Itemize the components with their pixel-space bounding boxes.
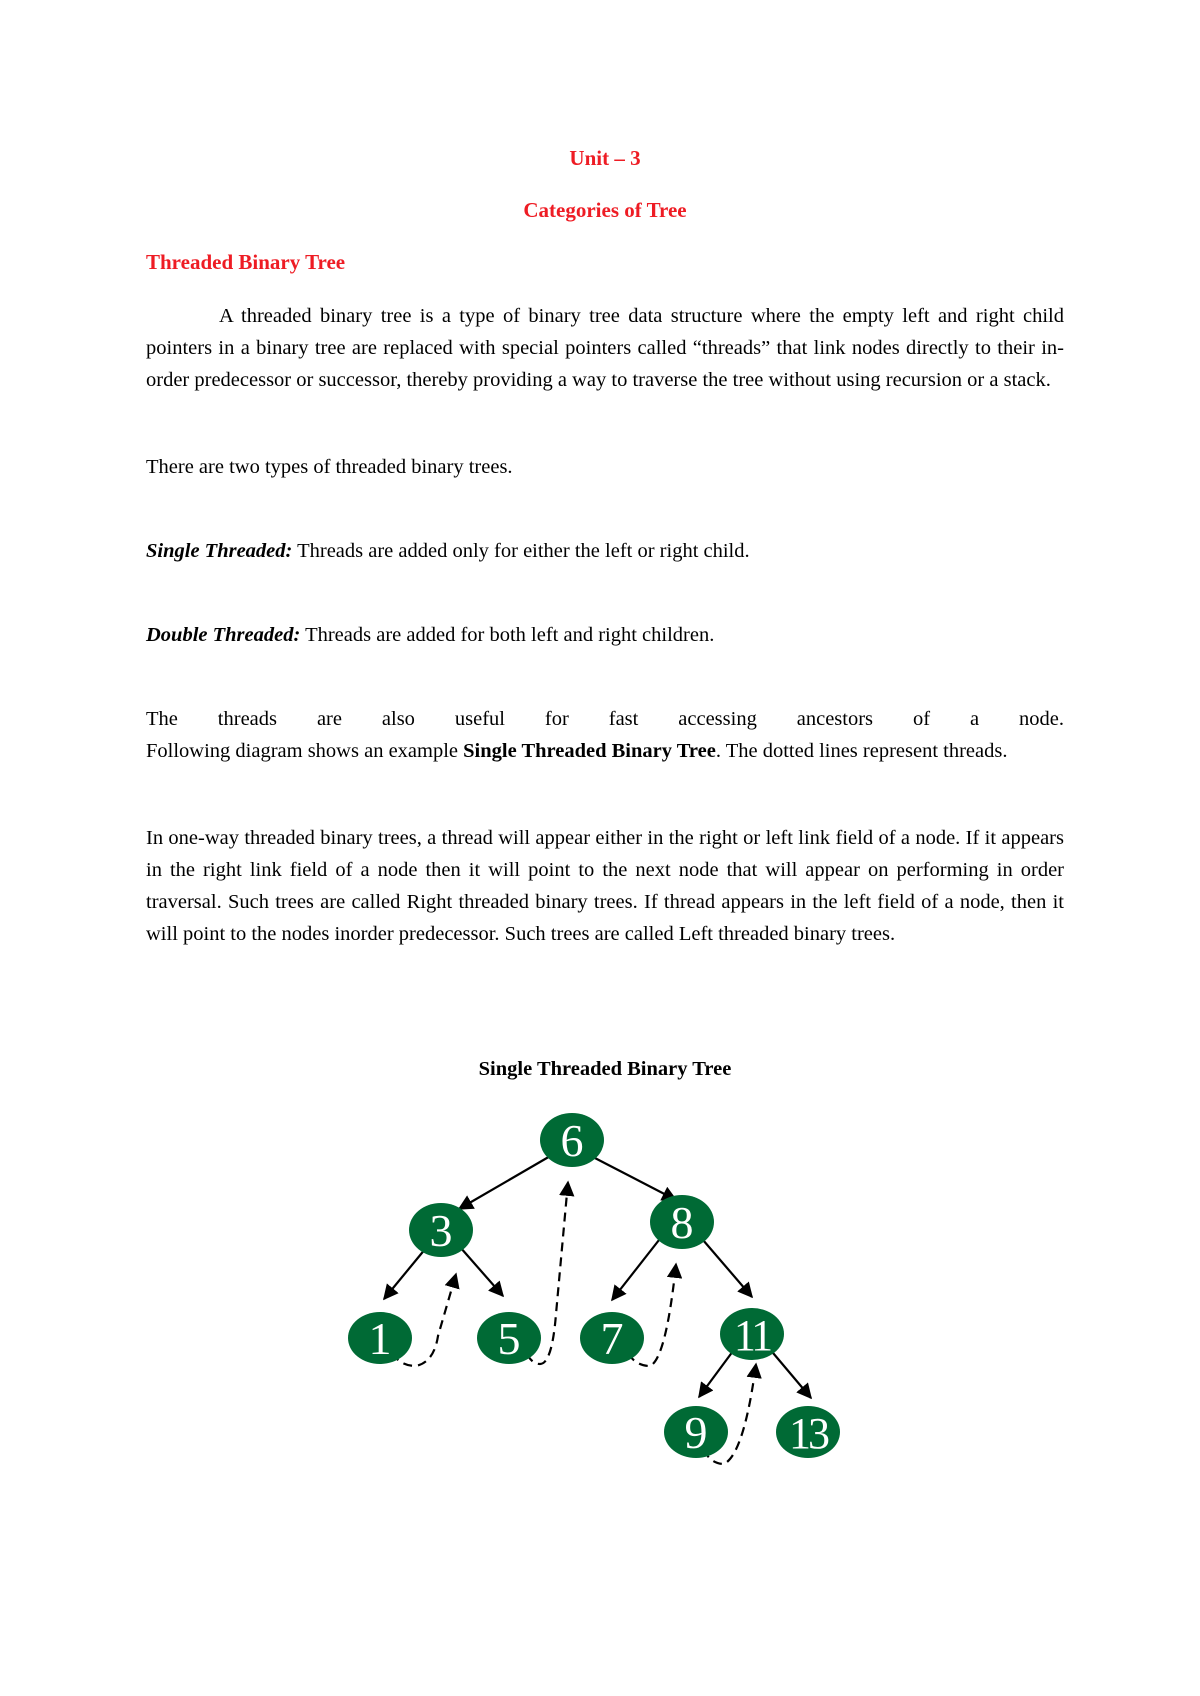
node-label-6: 6 [560,1115,584,1166]
single-threaded-term: Single Threaded: [146,540,293,562]
figure-title: Single Threaded Binary Tree [478,1058,732,1080]
tree-node-1 [348,1312,412,1364]
one-way-paragraph: In one-way threaded binary trees, a thread will appear either in the right or left link field of a node. If it appears in the right link field of a node then it will point to the next node that will appear on performing in order traversal. Such trees are called Right threaded binary trees. If thread appears in the left field of a node, then it will point to the nodes inorder predecessor. Such trees are called Left threaded binary trees. [146,827,1064,945]
diagram-sentence-before: Following diagram shows an example [146,740,464,762]
single-threaded-definition [146,535,1064,567]
double-threaded-definition [146,619,1064,651]
double-threaded-text: Threads are added for both left and right children. [300,624,715,646]
diagram-sentence [146,735,1064,767]
tree-node-8 [650,1195,714,1249]
edge-3-5 [460,1247,503,1296]
subsection-title: Threaded Binary Tree [146,250,346,274]
threads-useful-line: The threads are also useful for fast accessing ancestors of a node. [146,708,1064,730]
tree-node-5 [477,1312,541,1364]
double-threaded-term: Double Threaded: [146,624,301,646]
threaded-binary-tree-diagram [346,1104,846,1494]
node-label-11: 11 [733,1311,771,1360]
tree-node-9 [664,1406,728,1458]
tree-node-13 [776,1406,840,1458]
tree-node-3 [409,1203,473,1257]
node-label-1: 1 [368,1313,392,1364]
edge-6-8 [591,1156,676,1200]
edge-11-13 [768,1347,811,1398]
diagram-sentence-bold: Single Threaded Binary Tree [463,740,716,762]
tree-edges [384,1155,811,1398]
edge-8-7 [612,1240,659,1300]
single-threaded-text: Threads are added only for either the left or right child. [292,540,750,562]
diagram-sentence-after: . The dotted lines represent threads. [715,740,1008,762]
tree-node-7 [580,1312,644,1364]
section-title: Categories of Tree [523,198,687,222]
edge-11-9 [699,1347,736,1397]
intro-paragraph: A threaded binary tree is a type of binary tree data structure where the empty left and right child pointers in a binary tree are replaced with special pointers called “threads” that link nodes directly to their in-order predecessor or successor, thereby providing a way to traverse the tree without using recursion or a stack. [146,305,1064,391]
types-intro: There are two types of threaded binary trees. [146,456,513,478]
tree-node-6 [540,1113,604,1167]
edge-8-11 [703,1240,752,1297]
unit-title: Unit – 3 [569,146,641,170]
node-label-5: 5 [497,1313,521,1364]
node-label-3: 3 [429,1205,453,1256]
node-label-8: 8 [670,1197,694,1248]
node-label-13: 13 [789,1409,827,1458]
edge-6-3 [459,1155,552,1209]
tree-node-11 [720,1308,784,1360]
edge-3-1 [384,1248,426,1299]
node-label-7: 7 [600,1313,624,1364]
node-label-9: 9 [684,1407,708,1458]
tree-nodes [348,1113,840,1458]
